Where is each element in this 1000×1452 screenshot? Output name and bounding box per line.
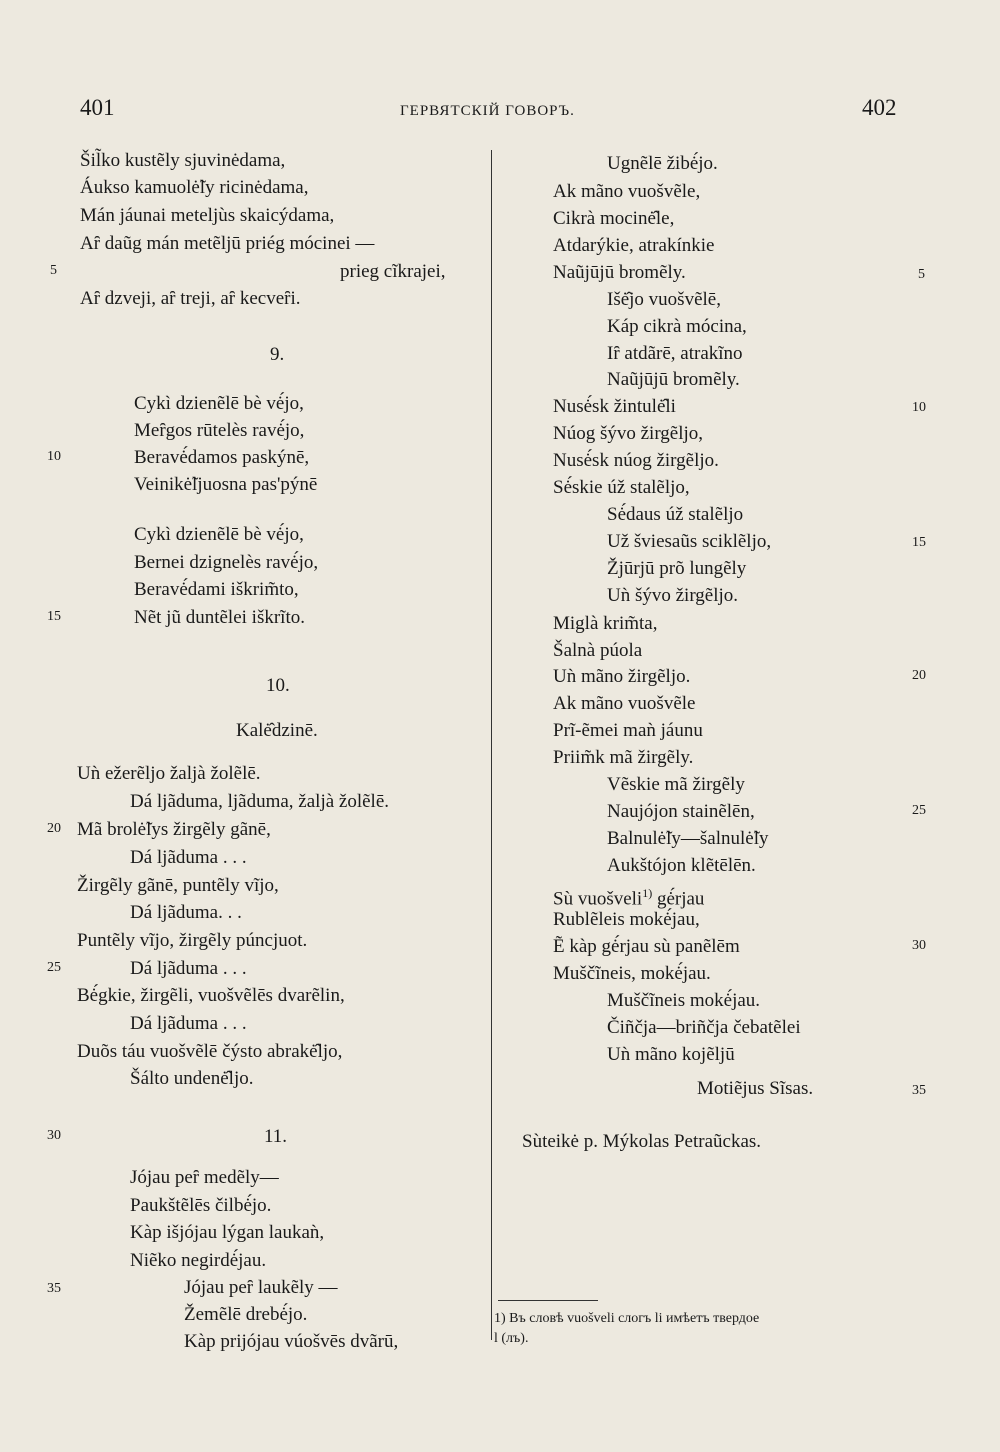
verse-line: Dá ljãduma. . .: [130, 902, 242, 923]
verse-line: Bernei dzignelès ravė́jo,: [134, 552, 319, 573]
verse-line: Jójau peȓ laukẽly —: [184, 1277, 338, 1298]
verse-line: Mã brolė̃lys žirgẽly gãnē,: [77, 819, 271, 840]
verse-line: Sė́skie úž stalẽljo,: [553, 477, 690, 498]
verse-line: Ugnẽlē žibė́jo.: [607, 153, 718, 174]
footnote-rule: [498, 1300, 598, 1301]
line-number: 15: [47, 609, 61, 624]
verse-line: Sė́daus úž stalẽljo: [607, 504, 744, 525]
verse-line: Puntẽly vĩjo, žirgẽly púncjuot.: [77, 930, 308, 951]
verse-line: Nẽt jũ duntẽlei iškrĩto.: [134, 607, 305, 628]
verse-line: Dá ljãduma . . .: [130, 958, 247, 979]
verse-line: Veinikė̃ljuosna pas'pýnē: [134, 474, 318, 495]
verse-line: Ẽ kàp gė́rjau sù panẽlēm: [553, 936, 740, 957]
section-number: 9.: [270, 344, 285, 365]
verse-line: Ak mãno vuošvẽle: [553, 693, 696, 714]
verse-line: Uǹ ežerẽljo žaljà žolẽlē.: [77, 763, 261, 784]
verse-line: Aȓ dzveji, aȓ treji, aȓ kecveȓi.: [80, 288, 301, 309]
footnote-line: l (лъ).: [494, 1331, 529, 1346]
verse-text: Sù vuošveli: [553, 888, 643, 910]
verse-line: Beravė́dami iškrim̃to,: [134, 579, 299, 600]
verse-line: Išė̂jo vuošvẽlē,: [607, 289, 721, 310]
footnote-line: 1) Въ словѣ vuošveli слогъ li имѣетъ твердое: [494, 1311, 760, 1326]
verse-line: Priim̃k mã žirgẽly.: [553, 747, 694, 768]
verse-line: Šálto undenė̂ljo.: [130, 1068, 254, 1089]
verse-line: Naũjūjū bromẽly.: [607, 369, 740, 390]
verse-line: prieg cĩkrajei,: [340, 261, 446, 282]
verse-line: Káp cikrà mócina,: [607, 316, 747, 337]
verse-line: Naũjūjū bromẽly.: [553, 262, 686, 283]
verse-line: Vẽskie mã žirgẽly: [607, 774, 745, 795]
section-number: 11.: [264, 1126, 288, 1147]
verse-line: Atdarýkie, atrakínkie: [553, 235, 715, 256]
footnote-mark: 1): [642, 886, 653, 900]
verse-line: Dá ljãduma, ljãduma, žaljà žolẽlē.: [130, 791, 390, 812]
verse-line: Kàp išjójau lýgan laukaǹ,: [130, 1222, 325, 1243]
verse-line: Meȓgos rūtelès ravė́jo,: [134, 420, 305, 441]
verse-line: Už šviesaũs sciklẽljo,: [607, 531, 772, 552]
verse-line: Uǹ mãno žirgẽljo.: [553, 666, 691, 687]
verse-line: Dá ljãduma . . .: [130, 1013, 247, 1034]
verse-line: Balnulė̃ly—šalnulė̃ly: [607, 828, 769, 849]
verse-line: Dá ljãduma . . .: [130, 847, 247, 868]
verse-line: Rublẽleis mokė́jau,: [553, 909, 700, 930]
verse-line: Žjūrjū prõ lungẽly: [607, 558, 747, 579]
verse-line: Kàp prijójau vúošvēs dvãrū,: [184, 1331, 399, 1352]
line-number: 15: [912, 535, 926, 550]
verse-line: Ak mãno vuošvẽle,: [553, 181, 701, 202]
signature: Motiẽjus Sĩsas.: [697, 1078, 814, 1099]
line-number: 25: [912, 803, 926, 818]
verse-line: Jójau peȓ medẽly—: [130, 1167, 279, 1188]
section-number: 10.: [266, 675, 290, 696]
verse-line: Iȓ atdãrē, atrakĩno: [607, 343, 743, 364]
line-number: 5: [918, 267, 925, 282]
verse-line: Šalnà púola: [553, 640, 643, 661]
verse-line: Bė́gkie, žirgẽli, vuošvẽlēs dvarẽlin,: [77, 985, 345, 1006]
verse-text: gė́rjau: [656, 888, 705, 910]
verse-line: Beravė́damos paskýnē,: [134, 447, 310, 468]
section-subtitle: Kalė̂dzinē.: [236, 720, 318, 741]
line-number: 25: [47, 960, 61, 975]
verse-line: Muščĩneis mokė́jau.: [607, 990, 761, 1011]
verse-line: Cykì dzienẽlē bè vė́jo,: [134, 524, 304, 545]
line-number: 30: [47, 1128, 61, 1143]
line-number: 10: [912, 400, 926, 415]
verse-line: Nusė́sk žintulė̂li: [553, 396, 676, 417]
verse-line: Prĩ-ẽmei maǹ jáunu: [553, 720, 703, 741]
running-title: ГЕРВЯТСКІЙ ГОВОРЪ.: [400, 103, 575, 119]
line-number: 10: [47, 449, 61, 464]
verse-line: Núog šývo žirgẽljo,: [553, 423, 704, 444]
verse-line: Šil̃ko kustẽly sjuvinėdama,: [80, 150, 286, 171]
line-number: 20: [47, 821, 61, 836]
verse-line: Aukštójon klẽtēlēn.: [607, 855, 756, 876]
verse-line: Áukso kamuolė̃ly ricinėdama,: [80, 177, 309, 198]
verse-line: Čiñčja—briñčja čebatẽlei: [607, 1017, 801, 1038]
line-number: 35: [912, 1083, 926, 1098]
verse-line: Mán jáunai meteljùs skaicýdama,: [80, 205, 335, 226]
verse-line: Žirgẽly gãnē, puntẽly vĩjo,: [77, 875, 279, 896]
line-number: 35: [47, 1281, 61, 1296]
verse-line: Miglà krim̃ta,: [553, 613, 658, 634]
verse-line: Cykì dzienẽlē bè vė́jo,: [134, 393, 304, 414]
verse-line: Uǹ šývo žirgẽljo.: [607, 585, 739, 606]
verse-line: Cikrà mocinė̂le,: [553, 208, 675, 229]
verse-line: Niẽko negirdė́jau.: [130, 1250, 267, 1271]
verse-line: Duõs táu vuošvẽlē čýsto abrakė̂ljo,: [77, 1041, 343, 1062]
line-number: 20: [912, 668, 926, 683]
verse-line: Nusė́sk núog žirgẽljo.: [553, 450, 719, 471]
verse-line: Paukštẽlēs čilbė́jo.: [130, 1195, 272, 1216]
page-number-right: 402: [862, 95, 897, 120]
page-number-left: 401: [80, 95, 115, 120]
line-number: 5: [50, 263, 57, 278]
verse-line: Naujójon stainẽlēn,: [607, 801, 755, 822]
line-number: 30: [912, 938, 926, 953]
column-divider: [491, 150, 492, 1340]
verse-line: Muščĩneis, mokė́jau.: [553, 963, 711, 984]
verse-line: Aȓ daũg mán metẽljū priég mócinei —: [80, 233, 375, 254]
attribution: Sùteikė p. Mýkolas Petraũckas.: [522, 1131, 762, 1152]
verse-line: Uǹ mãno kojẽljū: [607, 1044, 735, 1065]
verse-line: Žemẽlē drebė́jo.: [184, 1304, 308, 1325]
